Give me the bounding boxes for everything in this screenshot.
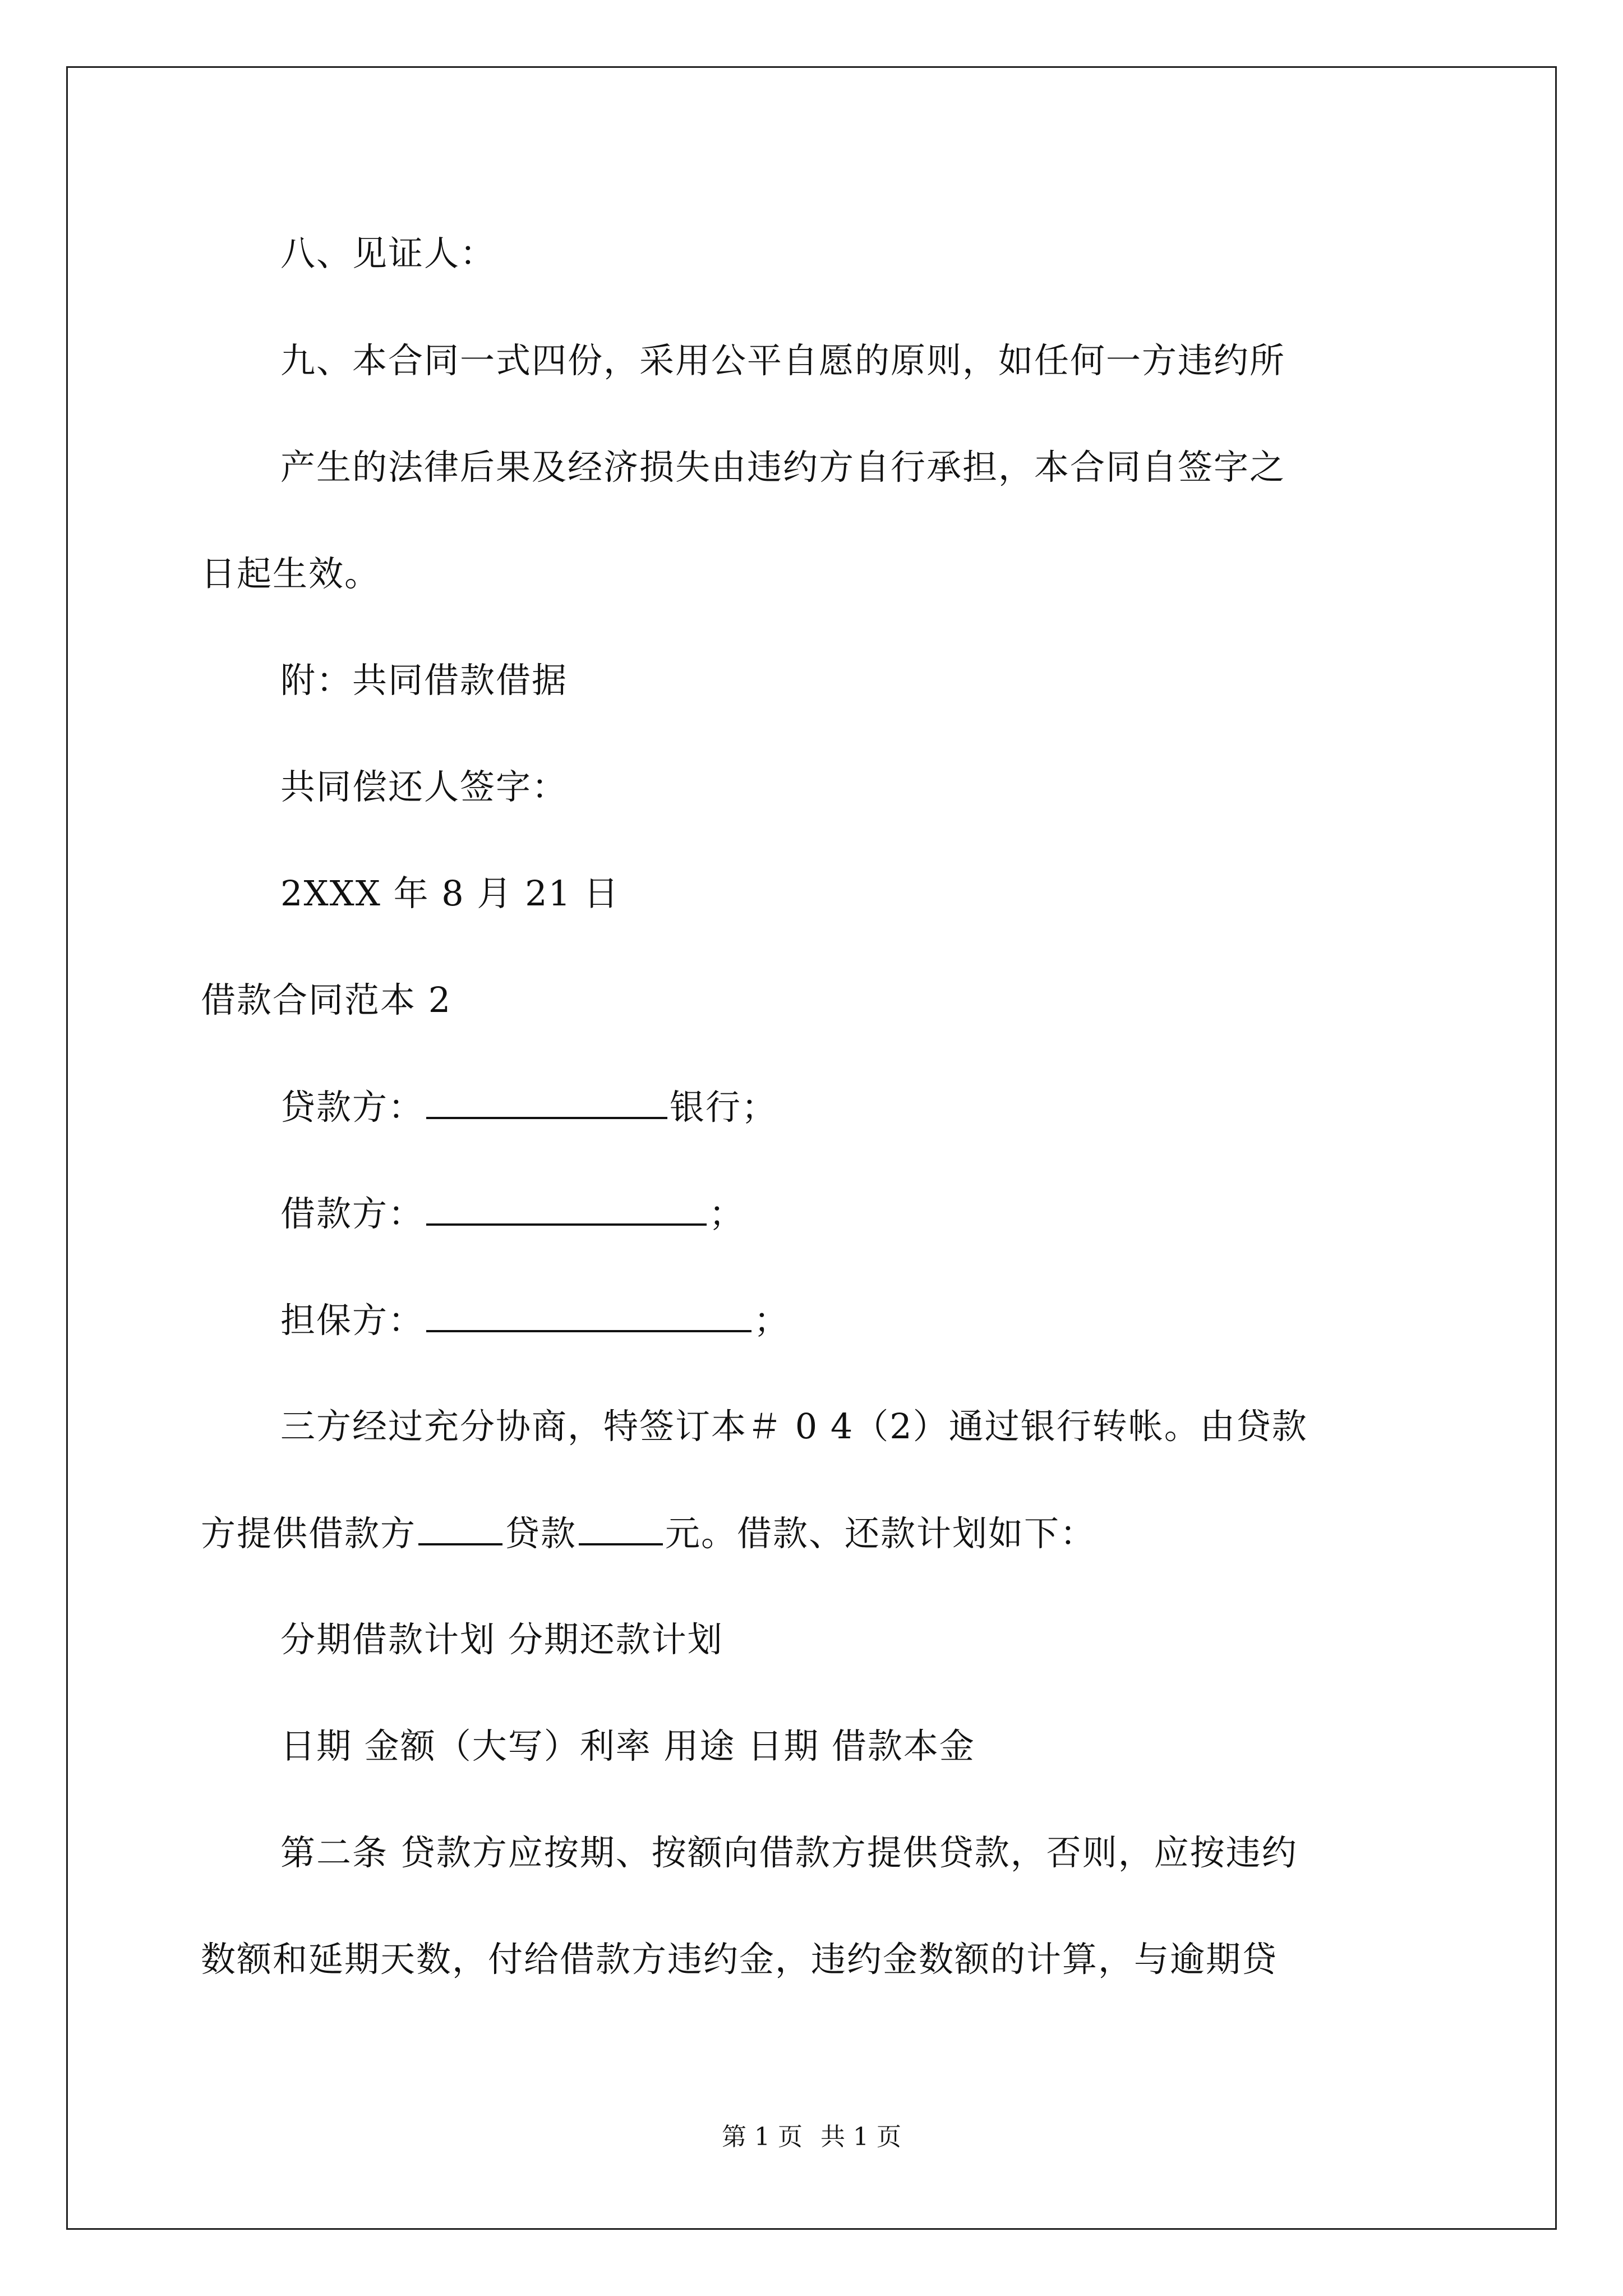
page-border: [66, 66, 1557, 2230]
page-total: 共 1 页: [820, 2123, 901, 2151]
lender-blank[interactable]: [426, 1084, 667, 1119]
agreement-line-2: [201, 1511, 1096, 1556]
loan-amount-blank[interactable]: [579, 1511, 663, 1545]
plan-columns: 日期 金额（大写）利率 用途 日期 借款本金: [280, 1726, 975, 1766]
loan-party-blank[interactable]: [418, 1511, 502, 1545]
lender-line: [280, 1084, 777, 1130]
borrower-suffix: ；: [709, 1193, 745, 1234]
article-two-line-2: 数额和延期天数，付给借款方违约金，违约金数额的计算，与逾期贷: [201, 1939, 1278, 1980]
guarantor-blank[interactable]: [426, 1297, 751, 1332]
co-repayer-signature-line: 共同偿还人签字：: [280, 766, 568, 807]
borrower-label: 借款方：: [280, 1193, 425, 1234]
section-heading: 借款合同范本 2: [201, 979, 452, 1020]
borrower-blank[interactable]: [426, 1191, 707, 1226]
lender-label: 贷款方：: [280, 1087, 425, 1128]
clause-nine-line-1: 九、本合同一式四份，采用公平自愿的原则，如任何一方违约所: [280, 340, 1286, 381]
clause-nine-line-3: 日起生效。: [201, 553, 381, 594]
guarantor-suffix: ；: [754, 1300, 790, 1341]
article-two-line-1: 第二条 贷款方应按期、按额向借款方提供贷款，否则，应按违约: [280, 1832, 1298, 1873]
plan-headings: 分期借款计划 分期还款计划: [280, 1619, 723, 1660]
attachment-line: 附：共同借款借据: [280, 660, 568, 701]
agreement-line-1: 三方经过充分协商，特签订本＃ 0 4（2）通过银行转帐。由贷款: [280, 1406, 1308, 1447]
agreement-text-a: 方提供借款方: [201, 1513, 417, 1554]
guarantor-label: 担保方：: [280, 1300, 425, 1341]
page-number: 第 1 页: [722, 2123, 803, 2151]
clause-nine-line-2: 产生的法律后果及经济损失由违约方自行承担，本合同自签字之: [280, 447, 1286, 487]
agreement-text-b: 贷款: [505, 1513, 577, 1554]
witness-line: 八、见证人：: [280, 233, 496, 274]
guarantor-line: [280, 1297, 790, 1343]
page-footer: [0, 2122, 1623, 2153]
agreement-text-c: 元。借款、还款计划如下：: [665, 1513, 1096, 1554]
date-line: 2XXX 年 8 月 21 日: [280, 873, 620, 914]
lender-suffix: 银行；: [670, 1087, 778, 1128]
borrower-line: [280, 1191, 745, 1236]
